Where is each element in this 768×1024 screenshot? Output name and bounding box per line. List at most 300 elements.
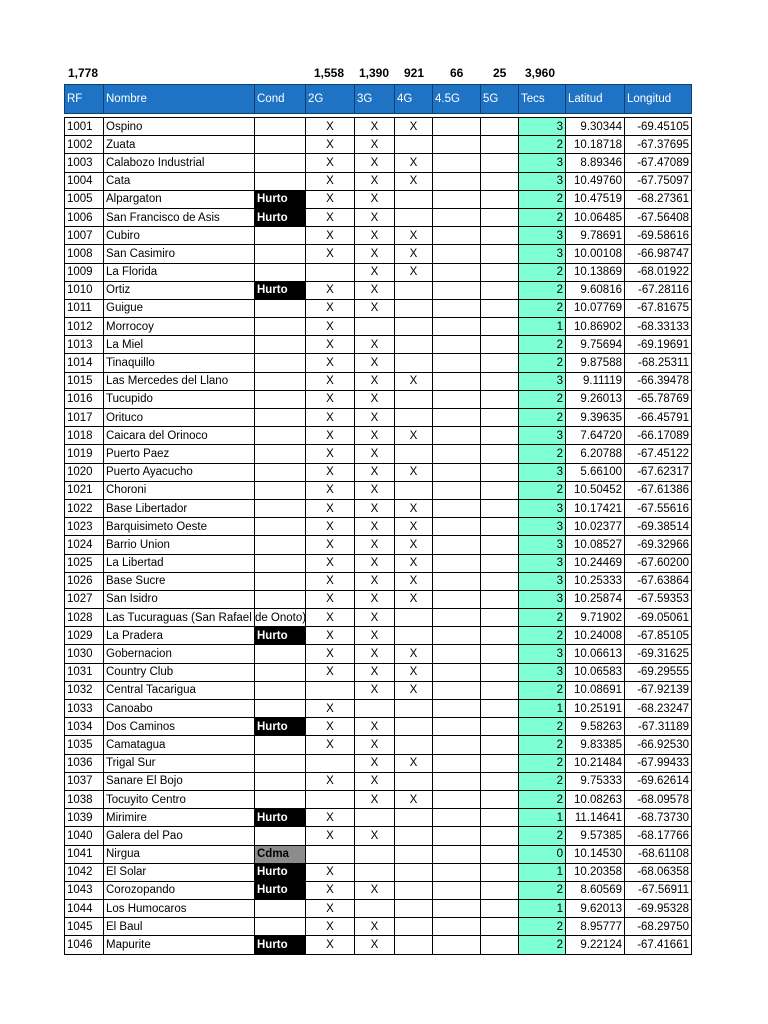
table-row[interactable] — [65, 354, 692, 372]
cell-longitud[interactable]: -66.92530 — [625, 736, 692, 754]
cell-3g[interactable]: X — [355, 409, 395, 427]
cell-latitud[interactable]: 8.60569 — [566, 881, 625, 899]
cell-3g[interactable]: X — [355, 499, 395, 517]
cell-cond[interactable] — [255, 918, 306, 936]
cell-nombre[interactable]: Puerto Paez — [104, 445, 255, 463]
table-row[interactable] — [65, 172, 692, 190]
cell-4g[interactable]: X — [395, 263, 433, 281]
cell-4g[interactable] — [395, 609, 433, 627]
cell-nombre[interactable]: Nirgua — [104, 845, 255, 863]
cell-latitud[interactable]: 9.78691 — [566, 227, 625, 245]
cell-45g[interactable] — [433, 900, 481, 918]
cell-cond[interactable]: Hurto — [255, 208, 306, 226]
cell-4g[interactable]: X — [395, 790, 433, 808]
header-2g[interactable]: 2G — [306, 85, 355, 114]
cell-5g[interactable] — [481, 409, 519, 427]
cell-longitud[interactable]: -67.62317 — [625, 463, 692, 481]
cell-tecs[interactable]: 2 — [519, 336, 566, 354]
cell-4g[interactable] — [395, 409, 433, 427]
cell-4g[interactable] — [395, 809, 433, 827]
cell-5g[interactable] — [481, 700, 519, 718]
cell-4g[interactable]: X — [395, 554, 433, 572]
cell-nombre[interactable]: Alpargaton — [104, 190, 255, 208]
header-5g[interactable]: 5G — [481, 85, 519, 114]
cell-4g[interactable] — [395, 827, 433, 845]
cell-nombre[interactable]: Los Humocaros — [104, 900, 255, 918]
cell-rf[interactable]: 1023 — [65, 518, 104, 536]
cell-4g[interactable] — [395, 845, 433, 863]
cell-tecs[interactable]: 2 — [519, 263, 566, 281]
cell-3g[interactable]: X — [355, 281, 395, 299]
cell-4g[interactable]: X — [395, 427, 433, 445]
cell-tecs[interactable]: 3 — [519, 172, 566, 190]
cell-rf[interactable]: 1044 — [65, 900, 104, 918]
cell-2g[interactable]: X — [306, 281, 355, 299]
cell-2g[interactable]: X — [306, 572, 355, 590]
cell-45g[interactable] — [433, 518, 481, 536]
cell-cond[interactable]: Hurto — [255, 881, 306, 899]
cell-nombre[interactable]: Choroni — [104, 481, 255, 499]
cell-cond[interactable] — [255, 245, 306, 263]
cell-tecs[interactable]: 2 — [519, 609, 566, 627]
cell-longitud[interactable]: -66.39478 — [625, 372, 692, 390]
cell-longitud[interactable]: -69.05061 — [625, 609, 692, 627]
cell-3g[interactable]: X — [355, 918, 395, 936]
cell-nombre[interactable]: Base Sucre — [104, 572, 255, 590]
cell-latitud[interactable]: 8.95777 — [566, 918, 625, 936]
cell-3g[interactable]: X — [355, 663, 395, 681]
cell-2g[interactable]: X — [306, 299, 355, 317]
table-row[interactable] — [65, 299, 692, 317]
cell-latitud[interactable]: 10.24008 — [566, 627, 625, 645]
cell-5g[interactable] — [481, 281, 519, 299]
cell-longitud[interactable]: -67.45122 — [625, 445, 692, 463]
table-row[interactable] — [65, 518, 692, 536]
cell-45g[interactable] — [433, 863, 481, 881]
table-row[interactable] — [65, 936, 692, 954]
cell-2g[interactable]: X — [306, 518, 355, 536]
cell-45g[interactable] — [433, 827, 481, 845]
cell-rf[interactable]: 1020 — [65, 463, 104, 481]
cell-longitud[interactable]: -69.29555 — [625, 663, 692, 681]
cell-latitud[interactable]: 10.06613 — [566, 645, 625, 663]
cell-rf[interactable]: 1014 — [65, 354, 104, 372]
cell-4g[interactable] — [395, 700, 433, 718]
cell-cond[interactable] — [255, 336, 306, 354]
cell-longitud[interactable]: -69.31625 — [625, 645, 692, 663]
cell-3g[interactable]: X — [355, 463, 395, 481]
table-row[interactable] — [65, 481, 692, 499]
cell-cond[interactable] — [255, 390, 306, 408]
cell-cond[interactable] — [255, 136, 306, 154]
cell-2g[interactable]: X — [306, 590, 355, 608]
cell-latitud[interactable]: 10.13869 — [566, 263, 625, 281]
cell-latitud[interactable]: 9.39635 — [566, 409, 625, 427]
cell-rf[interactable]: 1028 — [65, 609, 104, 627]
cell-45g[interactable] — [433, 445, 481, 463]
cell-5g[interactable] — [481, 336, 519, 354]
cell-rf[interactable]: 1030 — [65, 645, 104, 663]
cell-tecs[interactable]: 2 — [519, 627, 566, 645]
table-row[interactable] — [65, 627, 692, 645]
cell-cond[interactable] — [255, 754, 306, 772]
cell-rf[interactable]: 1034 — [65, 718, 104, 736]
cell-latitud[interactable]: 9.60816 — [566, 281, 625, 299]
cell-tecs[interactable]: 3 — [519, 645, 566, 663]
cell-4g[interactable]: X — [395, 663, 433, 681]
cell-2g[interactable]: X — [306, 700, 355, 718]
cell-longitud[interactable]: -67.85105 — [625, 627, 692, 645]
cell-tecs[interactable]: 3 — [519, 518, 566, 536]
cell-nombre[interactable]: Zuata — [104, 136, 255, 154]
cell-cond[interactable] — [255, 572, 306, 590]
cell-45g[interactable] — [433, 172, 481, 190]
cell-tecs[interactable]: 1 — [519, 318, 566, 336]
cell-tecs[interactable]: 3 — [519, 554, 566, 572]
table-row[interactable] — [65, 445, 692, 463]
cell-3g[interactable]: X — [355, 609, 395, 627]
cell-rf[interactable]: 1025 — [65, 554, 104, 572]
cell-longitud[interactable]: -68.29750 — [625, 918, 692, 936]
cell-rf[interactable]: 1032 — [65, 681, 104, 699]
cell-3g[interactable]: X — [355, 645, 395, 663]
cell-45g[interactable] — [433, 754, 481, 772]
cell-3g[interactable] — [355, 809, 395, 827]
table-row[interactable] — [65, 700, 692, 718]
cell-4g[interactable]: X — [395, 118, 433, 136]
cell-tecs[interactable]: 2 — [519, 918, 566, 936]
cell-2g[interactable]: X — [306, 499, 355, 517]
cell-tecs[interactable]: 1 — [519, 809, 566, 827]
cell-2g[interactable]: X — [306, 772, 355, 790]
cell-5g[interactable] — [481, 172, 519, 190]
cell-tecs[interactable]: 3 — [519, 572, 566, 590]
cell-tecs[interactable]: 2 — [519, 281, 566, 299]
cell-45g[interactable] — [433, 936, 481, 954]
cell-nombre[interactable]: Las Tucuraguas (San Rafael de Onoto) — [104, 609, 255, 627]
cell-45g[interactable] — [433, 663, 481, 681]
cell-5g[interactable] — [481, 463, 519, 481]
cell-tecs[interactable]: 2 — [519, 881, 566, 899]
cell-rf[interactable]: 1018 — [65, 427, 104, 445]
cell-4g[interactable] — [395, 136, 433, 154]
cell-latitud[interactable]: 10.50452 — [566, 481, 625, 499]
table-row[interactable] — [65, 154, 692, 172]
cell-cond[interactable]: Cdma — [255, 845, 306, 863]
cell-45g[interactable] — [433, 463, 481, 481]
cell-2g[interactable] — [306, 754, 355, 772]
cell-rf[interactable]: 1010 — [65, 281, 104, 299]
cell-5g[interactable] — [481, 590, 519, 608]
cell-4g[interactable]: X — [395, 172, 433, 190]
cell-rf[interactable]: 1005 — [65, 190, 104, 208]
cell-tecs[interactable]: 2 — [519, 681, 566, 699]
cell-45g[interactable] — [433, 372, 481, 390]
table-row[interactable] — [65, 863, 692, 881]
cell-longitud[interactable]: -67.55616 — [625, 499, 692, 517]
cell-3g[interactable]: X — [355, 790, 395, 808]
cell-rf[interactable]: 1037 — [65, 772, 104, 790]
cell-tecs[interactable]: 2 — [519, 390, 566, 408]
cell-latitud[interactable]: 10.25333 — [566, 572, 625, 590]
cell-3g[interactable]: X — [355, 590, 395, 608]
cell-2g[interactable]: X — [306, 609, 355, 627]
cell-5g[interactable] — [481, 536, 519, 554]
cell-3g[interactable]: X — [355, 354, 395, 372]
cell-cond[interactable]: Hurto — [255, 627, 306, 645]
cell-45g[interactable] — [433, 354, 481, 372]
cell-4g[interactable]: X — [395, 518, 433, 536]
table-row[interactable] — [65, 136, 692, 154]
cell-cond[interactable] — [255, 827, 306, 845]
cell-2g[interactable]: X — [306, 809, 355, 827]
cell-45g[interactable] — [433, 718, 481, 736]
cell-rf[interactable]: 1016 — [65, 390, 104, 408]
table-row[interactable] — [65, 609, 692, 627]
cell-latitud[interactable]: 10.21484 — [566, 754, 625, 772]
cell-nombre[interactable]: Guigue — [104, 299, 255, 317]
cell-longitud[interactable]: -67.92139 — [625, 681, 692, 699]
cell-2g[interactable]: X — [306, 245, 355, 263]
table-row[interactable] — [65, 645, 692, 663]
cell-5g[interactable] — [481, 427, 519, 445]
cell-4g[interactable] — [395, 445, 433, 463]
table-row[interactable] — [65, 554, 692, 572]
cell-2g[interactable]: X — [306, 354, 355, 372]
cell-5g[interactable] — [481, 227, 519, 245]
cell-4g[interactable] — [395, 772, 433, 790]
cell-3g[interactable]: X — [355, 718, 395, 736]
cell-cond[interactable] — [255, 463, 306, 481]
cell-longitud[interactable]: -68.61108 — [625, 845, 692, 863]
cell-3g[interactable] — [355, 863, 395, 881]
cell-tecs[interactable]: 3 — [519, 590, 566, 608]
cell-4g[interactable]: X — [395, 245, 433, 263]
cell-3g[interactable]: X — [355, 518, 395, 536]
cell-cond[interactable] — [255, 900, 306, 918]
cell-tecs[interactable]: 3 — [519, 372, 566, 390]
cell-latitud[interactable]: 9.30344 — [566, 118, 625, 136]
cell-5g[interactable] — [481, 863, 519, 881]
cell-45g[interactable] — [433, 299, 481, 317]
cell-2g[interactable] — [306, 263, 355, 281]
cell-longitud[interactable]: -69.32966 — [625, 536, 692, 554]
cell-45g[interactable] — [433, 190, 481, 208]
cell-2g[interactable]: X — [306, 154, 355, 172]
cell-cond[interactable]: Hurto — [255, 190, 306, 208]
table-row[interactable] — [65, 372, 692, 390]
header-tecs[interactable]: Tecs — [519, 85, 566, 114]
cell-45g[interactable] — [433, 645, 481, 663]
cell-rf[interactable]: 1012 — [65, 318, 104, 336]
cell-cond[interactable] — [255, 536, 306, 554]
cell-cond[interactable]: Hurto — [255, 281, 306, 299]
cell-45g[interactable] — [433, 572, 481, 590]
cell-latitud[interactable]: 10.08263 — [566, 790, 625, 808]
cell-latitud[interactable]: 10.06485 — [566, 208, 625, 226]
cell-latitud[interactable]: 7.64720 — [566, 427, 625, 445]
table-row[interactable] — [65, 827, 692, 845]
cell-longitud[interactable]: -67.99433 — [625, 754, 692, 772]
cell-cond[interactable] — [255, 154, 306, 172]
cell-tecs[interactable]: 2 — [519, 736, 566, 754]
cell-latitud[interactable]: 10.08527 — [566, 536, 625, 554]
cell-4g[interactable]: X — [395, 645, 433, 663]
cell-3g[interactable]: X — [355, 554, 395, 572]
table-row[interactable] — [65, 336, 692, 354]
cell-tecs[interactable]: 2 — [519, 481, 566, 499]
cell-longitud[interactable]: -67.60200 — [625, 554, 692, 572]
cell-5g[interactable] — [481, 154, 519, 172]
cell-5g[interactable] — [481, 627, 519, 645]
table-row[interactable] — [65, 536, 692, 554]
cell-2g[interactable]: X — [306, 936, 355, 954]
cell-rf[interactable]: 1015 — [65, 372, 104, 390]
cell-rf[interactable]: 1019 — [65, 445, 104, 463]
table-row[interactable] — [65, 499, 692, 517]
cell-rf[interactable]: 1008 — [65, 245, 104, 263]
table-row[interactable] — [65, 190, 692, 208]
cell-2g[interactable]: X — [306, 463, 355, 481]
cell-3g[interactable]: X — [355, 754, 395, 772]
cell-cond[interactable]: Hurto — [255, 936, 306, 954]
cell-latitud[interactable]: 9.26013 — [566, 390, 625, 408]
cell-tecs[interactable]: 3 — [519, 154, 566, 172]
cell-4g[interactable]: X — [395, 463, 433, 481]
cell-5g[interactable] — [481, 881, 519, 899]
cell-45g[interactable] — [433, 227, 481, 245]
cell-rf[interactable]: 1004 — [65, 172, 104, 190]
cell-cond[interactable] — [255, 299, 306, 317]
cell-cond[interactable] — [255, 554, 306, 572]
cell-cond[interactable] — [255, 645, 306, 663]
cell-nombre[interactable]: Orituco — [104, 409, 255, 427]
cell-rf[interactable]: 1003 — [65, 154, 104, 172]
cell-longitud[interactable]: -67.37695 — [625, 136, 692, 154]
cell-nombre[interactable]: El Baul — [104, 918, 255, 936]
cell-nombre[interactable]: Canoabo — [104, 700, 255, 718]
cell-45g[interactable] — [433, 881, 481, 899]
cell-45g[interactable] — [433, 245, 481, 263]
cell-cond[interactable]: Hurto — [255, 809, 306, 827]
cell-5g[interactable] — [481, 936, 519, 954]
cell-latitud[interactable]: 10.00108 — [566, 245, 625, 263]
cell-4g[interactable] — [395, 936, 433, 954]
header-rf[interactable]: RF — [65, 85, 104, 114]
cell-5g[interactable] — [481, 263, 519, 281]
table-row[interactable] — [65, 245, 692, 263]
cell-45g[interactable] — [433, 318, 481, 336]
cell-3g[interactable]: X — [355, 681, 395, 699]
cell-45g[interactable] — [433, 409, 481, 427]
cell-5g[interactable] — [481, 663, 519, 681]
cell-tecs[interactable]: 3 — [519, 499, 566, 517]
table-row[interactable] — [65, 118, 692, 136]
cell-cond[interactable] — [255, 518, 306, 536]
cell-longitud[interactable]: -67.31189 — [625, 718, 692, 736]
table-row[interactable] — [65, 918, 692, 936]
cell-rf[interactable]: 1009 — [65, 263, 104, 281]
cell-rf[interactable]: 1024 — [65, 536, 104, 554]
cell-45g[interactable] — [433, 208, 481, 226]
cell-tecs[interactable]: 2 — [519, 409, 566, 427]
cell-latitud[interactable]: 9.87588 — [566, 354, 625, 372]
cell-tecs[interactable]: 2 — [519, 790, 566, 808]
cell-tecs[interactable]: 3 — [519, 536, 566, 554]
cell-2g[interactable]: X — [306, 481, 355, 499]
table-row[interactable] — [65, 390, 692, 408]
table-row[interactable] — [65, 409, 692, 427]
cell-longitud[interactable]: -68.27361 — [625, 190, 692, 208]
cell-2g[interactable]: X — [306, 227, 355, 245]
cell-latitud[interactable]: 9.83385 — [566, 736, 625, 754]
cell-nombre[interactable]: Gobernacion — [104, 645, 255, 663]
cell-4g[interactable] — [395, 718, 433, 736]
table-row[interactable] — [65, 881, 692, 899]
cell-45g[interactable] — [433, 681, 481, 699]
header-4g[interactable]: 4G — [395, 85, 433, 114]
cell-nombre[interactable]: Camatagua — [104, 736, 255, 754]
cell-4g[interactable]: X — [395, 227, 433, 245]
cell-latitud[interactable]: 10.20358 — [566, 863, 625, 881]
cell-longitud[interactable]: -67.47089 — [625, 154, 692, 172]
table-row[interactable] — [65, 772, 692, 790]
cell-longitud[interactable]: -66.17089 — [625, 427, 692, 445]
cell-rf[interactable]: 1031 — [65, 663, 104, 681]
cell-latitud[interactable]: 10.02377 — [566, 518, 625, 536]
cell-cond[interactable] — [255, 736, 306, 754]
cell-4g[interactable] — [395, 318, 433, 336]
cell-4g[interactable] — [395, 336, 433, 354]
cell-longitud[interactable]: -69.58616 — [625, 227, 692, 245]
cell-tecs[interactable]: 3 — [519, 463, 566, 481]
cell-4g[interactable]: X — [395, 372, 433, 390]
cell-5g[interactable] — [481, 390, 519, 408]
cell-4g[interactable] — [395, 481, 433, 499]
cell-nombre[interactable]: Tocuyito Centro — [104, 790, 255, 808]
cell-longitud[interactable]: -67.59353 — [625, 590, 692, 608]
cell-5g[interactable] — [481, 918, 519, 936]
cell-3g[interactable]: X — [355, 227, 395, 245]
cell-cond[interactable] — [255, 263, 306, 281]
cell-nombre[interactable]: Barrio Union — [104, 536, 255, 554]
cell-longitud[interactable]: -67.28116 — [625, 281, 692, 299]
cell-rf[interactable]: 1043 — [65, 881, 104, 899]
cell-latitud[interactable]: 10.49760 — [566, 172, 625, 190]
cell-rf[interactable]: 1036 — [65, 754, 104, 772]
cell-nombre[interactable]: Puerto Ayacucho — [104, 463, 255, 481]
cell-rf[interactable]: 1013 — [65, 336, 104, 354]
cell-rf[interactable]: 1027 — [65, 590, 104, 608]
cell-2g[interactable]: X — [306, 663, 355, 681]
cell-longitud[interactable]: -67.81675 — [625, 299, 692, 317]
cell-2g[interactable]: X — [306, 554, 355, 572]
cell-tecs[interactable]: 3 — [519, 118, 566, 136]
cell-cond[interactable] — [255, 481, 306, 499]
cell-45g[interactable] — [433, 590, 481, 608]
cell-3g[interactable]: X — [355, 536, 395, 554]
cell-5g[interactable] — [481, 245, 519, 263]
cell-5g[interactable] — [481, 809, 519, 827]
cell-tecs[interactable]: 1 — [519, 863, 566, 881]
cell-rf[interactable]: 1039 — [65, 809, 104, 827]
cell-cond[interactable] — [255, 700, 306, 718]
cell-latitud[interactable]: 9.62013 — [566, 900, 625, 918]
cell-45g[interactable] — [433, 700, 481, 718]
cell-longitud[interactable]: -69.38514 — [625, 518, 692, 536]
cell-3g[interactable]: X — [355, 154, 395, 172]
cell-rf[interactable]: 1026 — [65, 572, 104, 590]
